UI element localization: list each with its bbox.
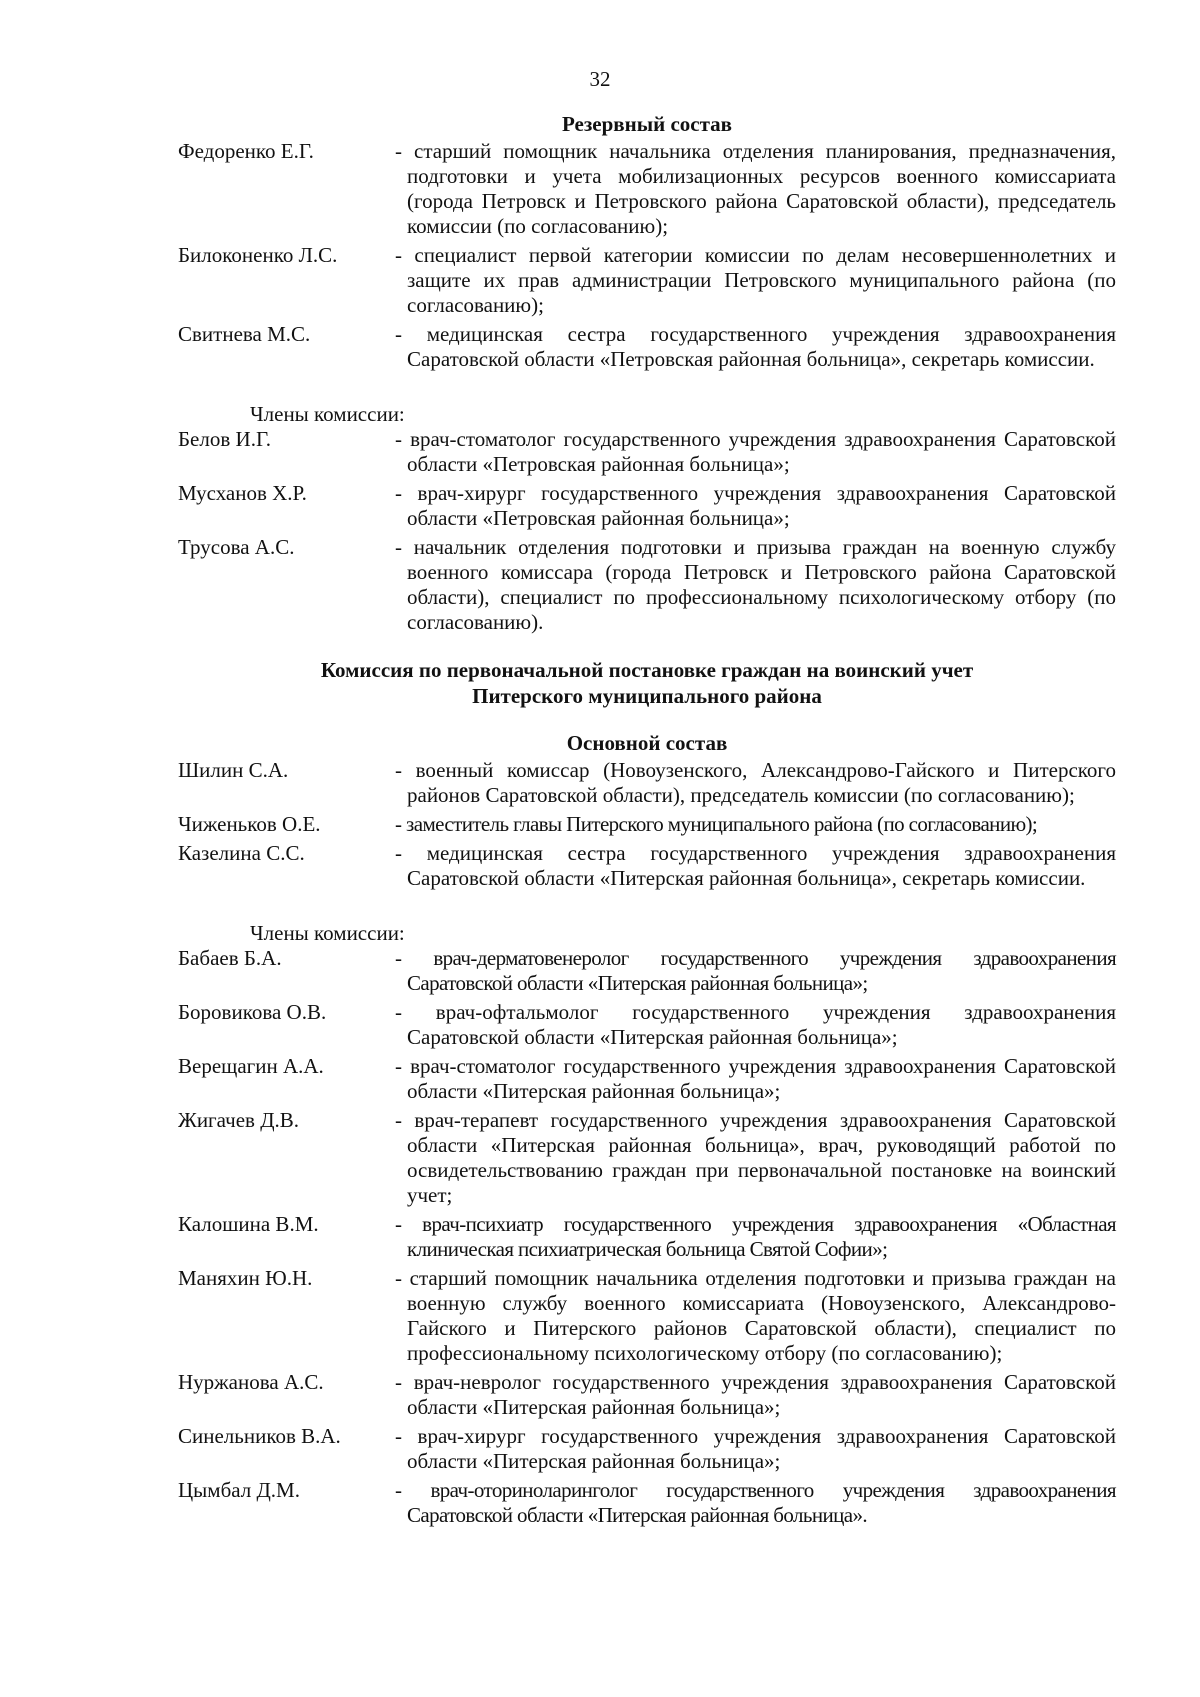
person-role: - врач-психиатр государственного учреждения здравоохранения «Областная клиническая психиатрическая больница Святой Софии»; (393, 1212, 1116, 1262)
list-item (178, 841, 1116, 891)
person-name: Жигачев Д.В. (178, 1108, 300, 1132)
person-role: - врач-терапевт государственного учреждения здравоохранения Саратовской области «Питерская районная больница», врач, руководящий работой по освидетельствованию граждан при первоначальной постановке на воинский учет; (393, 1108, 1116, 1208)
main-composition-heading: Основной состав (566, 731, 728, 755)
person-role: - заместитель главы Питерского муниципального района (по согласованию); (393, 812, 1116, 837)
person-name: Трусова А.С. (178, 535, 295, 559)
list-item (178, 1478, 1116, 1528)
list-item (178, 1108, 1116, 1208)
list-item (178, 139, 1116, 239)
person-name: Чиженьков О.Е. (178, 812, 321, 836)
list-item (178, 427, 1116, 477)
person-role: - старший помощник начальника отделения планирования, предназначения, подготовки и учета мобилизационных ресурсов военного комиссариата (города Петровск и Петровского района Саратовской области), председатель комиссии (по согласованию); (393, 139, 1116, 239)
person-name: Нуржанова А.С. (178, 1370, 324, 1394)
list-item (178, 1424, 1116, 1474)
commission-members (178, 946, 1116, 1528)
list-item (178, 812, 1116, 837)
person-role: - врач-офтальмолог государственного учреждения здравоохранения Саратовской области «Питерская районная больница»; (393, 1000, 1116, 1050)
person-role: - врач-дерматовенеролог государственного учреждения здравоохранения Саратовской области «Питерская районная больница»; (393, 946, 1116, 996)
person-name: Цымбал Д.М. (178, 1478, 300, 1502)
person-name: Свитнева М.С. (178, 322, 311, 346)
reserve-heading: Резервный состав (561, 112, 733, 136)
list-item (178, 1000, 1116, 1050)
members-label: Члены комиссии: (250, 921, 405, 945)
list-item (178, 535, 1116, 635)
members-label: Члены комиссии: (250, 402, 405, 426)
list-item (178, 1370, 1116, 1420)
person-name: Мусханов Х.Р. (178, 481, 307, 505)
person-role: - медицинская сестра государственного учреждения здравоохранения Саратовской области «Петровская районная больница», секретарь комиссии. (393, 322, 1116, 372)
person-name: Белов И.Г. (178, 427, 271, 451)
person-name: Бабаев Б.А. (178, 946, 282, 970)
person-name: Билоконенко Л.С. (178, 243, 338, 267)
list-item (178, 243, 1116, 318)
person-role: - специалист первой категории комиссии по делам несовершеннолетних и защите их прав администрации Петровского муниципального района (по согласованию); (393, 243, 1116, 318)
commission-title-line: Питерского муниципального района (472, 684, 822, 708)
list-item (178, 1054, 1116, 1104)
person-name: Калошина В.М. (178, 1212, 319, 1236)
reserve-members (178, 427, 1116, 635)
person-role: - старший помощник начальника отделения подготовки и призыва граждан на военную службу военного комиссариата (Новоузенского, Александрово-Гайского и Питерского районов Саратовской области), специалист по профессиональному психологическому отбору (по согласованию); (393, 1266, 1116, 1366)
person-name: Федоренко Е.Г. (178, 139, 314, 163)
person-name: Шилин С.А. (178, 758, 289, 782)
commission-title-line: Комиссия по первоначальной постановке граждан на воинский учет (320, 658, 974, 682)
main-entries (178, 758, 1116, 891)
person-name: Синельников В.А. (178, 1424, 341, 1448)
person-name: Маняхин Ю.Н. (178, 1266, 313, 1290)
list-item (178, 758, 1116, 808)
document-body (178, 112, 1116, 1532)
list-item (178, 946, 1116, 996)
person-name: Боровикова О.В. (178, 1000, 327, 1024)
person-role: - врач-стоматолог государственного учреждения здравоохранения Саратовской области «Питерская районная больница»; (393, 1054, 1116, 1104)
person-role: - врач-стоматолог государственного учреждения здравоохранения Саратовской области «Петровская районная больница»; (393, 427, 1116, 477)
list-item (178, 1266, 1116, 1366)
person-role: - начальник отделения подготовки и призыва граждан на военную службу военного комиссара (города Петровск и Петровского района Саратовской области), специалист по профессиональному психологическому отбору (по согласованию). (393, 535, 1116, 635)
list-item (178, 481, 1116, 531)
person-name: Казелина С.С. (178, 841, 305, 865)
person-role: - врач-оториноларинголог государственного учреждения здравоохранения Саратовской области «Питерская районная больница». (393, 1478, 1116, 1528)
list-item (178, 322, 1116, 372)
person-role: - врач-хирург государственного учреждения здравоохранения Саратовской области «Петровская районная больница»; (393, 481, 1116, 531)
person-role: - врач-невролог государственного учреждения здравоохранения Саратовской области «Питерская районная больница»; (393, 1370, 1116, 1420)
reserve-entries (178, 139, 1116, 372)
list-item (178, 1212, 1116, 1262)
page-number: 32 (589, 67, 611, 91)
person-name: Верещагин А.А. (178, 1054, 324, 1078)
commission-title (178, 657, 1116, 709)
person-role: - военный комиссар (Новоузенского, Александрово-Гайского и Питерского районов Саратовской области), председатель комиссии (по согласованию); (393, 758, 1116, 808)
person-role: - врач-хирург государственного учреждения здравоохранения Саратовской области «Питерская районная больница»; (393, 1424, 1116, 1474)
person-role: - медицинская сестра государственного учреждения здравоохранения Саратовской области «Питерская районная больница», секретарь комиссии. (393, 841, 1116, 891)
